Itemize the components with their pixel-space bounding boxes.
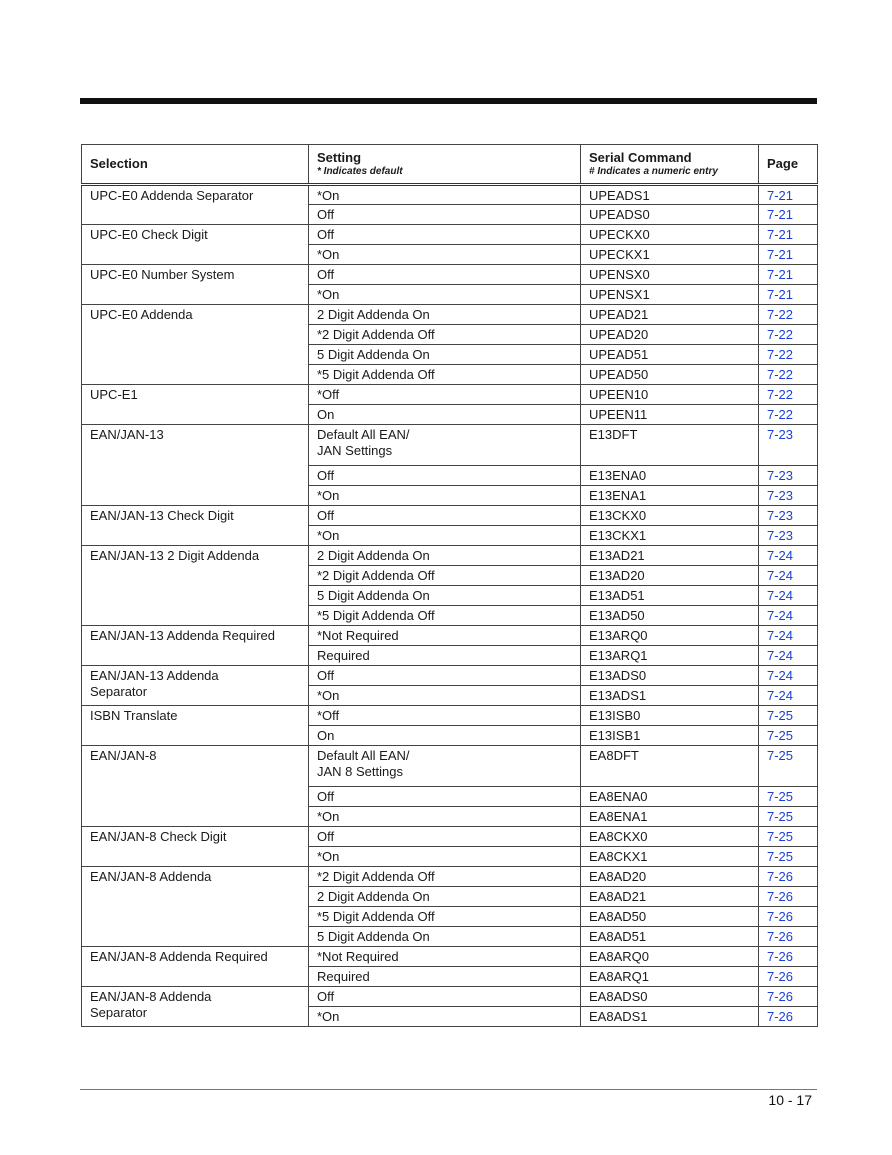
setting-cell: On xyxy=(309,405,581,425)
page-link[interactable]: 7-22 xyxy=(759,325,818,345)
selection-cell: EAN/JAN-8 Addenda xyxy=(82,867,309,947)
serial-command-cell: EA8ENA0 xyxy=(581,787,759,807)
table-row xyxy=(82,626,818,646)
serial-command-cell: EA8ARQ0 xyxy=(581,947,759,967)
selection-cell: EAN/JAN-8 xyxy=(82,746,309,827)
selection-cell: EAN/JAN-13 xyxy=(82,425,309,506)
serial-command-cell: UPEEN10 xyxy=(581,385,759,405)
setting-cell: *On xyxy=(309,847,581,867)
serial-command-cell: E13ADS1 xyxy=(581,686,759,706)
page-link[interactable]: 7-26 xyxy=(759,987,818,1007)
setting-cell: Off xyxy=(309,265,581,285)
table-row xyxy=(82,225,818,245)
setting-cell: Off xyxy=(309,225,581,245)
serial-command-cell: UPEAD51 xyxy=(581,345,759,365)
setting-cell: 2 Digit Addenda On xyxy=(309,546,581,566)
serial-command-cell: E13AD21 xyxy=(581,546,759,566)
selection-cell: UPC-E0 Addenda xyxy=(82,305,309,385)
setting-cell: *On xyxy=(309,526,581,546)
page-link[interactable]: 7-25 xyxy=(759,726,818,746)
page-link[interactable]: 7-23 xyxy=(759,486,818,506)
selection-cell: EAN/JAN-13 2 Digit Addenda xyxy=(82,546,309,626)
setting-cell: *2 Digit Addenda Off xyxy=(309,867,581,887)
page-link[interactable]: 7-24 xyxy=(759,546,818,566)
header-serial-command: Serial Command # Indicates a numeric entry xyxy=(581,145,759,185)
serial-command-cell: EA8AD51 xyxy=(581,927,759,947)
setting-cell: *On xyxy=(309,486,581,506)
table-row xyxy=(82,506,818,526)
setting-cell: Off xyxy=(309,205,581,225)
serial-command-cell: E13ISB1 xyxy=(581,726,759,746)
serial-command-cell: E13ARQ1 xyxy=(581,646,759,666)
page-link[interactable]: 7-26 xyxy=(759,1007,818,1027)
setting-cell: Default All EAN/ JAN 8 Settings xyxy=(309,746,581,787)
setting-cell: 5 Digit Addenda On xyxy=(309,586,581,606)
setting-cell: Off xyxy=(309,827,581,847)
selection-cell: EAN/JAN-13 Check Digit xyxy=(82,506,309,546)
page-number: 10 - 17 xyxy=(768,1092,812,1108)
table-row xyxy=(82,265,818,285)
page-link[interactable]: 7-24 xyxy=(759,666,818,686)
selection-cell: EAN/JAN-13 Addenda Separator xyxy=(82,666,309,706)
table-row xyxy=(82,706,818,726)
table-row xyxy=(82,867,818,887)
serial-command-cell: EA8DFT xyxy=(581,746,759,787)
table-row xyxy=(82,947,818,967)
page-link[interactable]: 7-25 xyxy=(759,847,818,867)
page-link[interactable]: 7-26 xyxy=(759,867,818,887)
page-link[interactable]: 7-25 xyxy=(759,807,818,827)
table-row xyxy=(82,185,818,205)
page-link[interactable]: 7-21 xyxy=(759,265,818,285)
setting-cell: *2 Digit Addenda Off xyxy=(309,325,581,345)
page-link[interactable]: 7-24 xyxy=(759,566,818,586)
setting-cell: *Not Required xyxy=(309,947,581,967)
serial-command-cell: EA8AD50 xyxy=(581,907,759,927)
serial-command-cell: UPENSX1 xyxy=(581,285,759,305)
header-selection: Selection xyxy=(82,145,309,185)
selection-cell: UPC-E1 xyxy=(82,385,309,425)
selection-cell: EAN/JAN-8 Check Digit xyxy=(82,827,309,867)
table-row xyxy=(82,546,818,566)
setting-cell: Required xyxy=(309,646,581,666)
serial-command-cell: EA8AD21 xyxy=(581,887,759,907)
setting-cell: 5 Digit Addenda On xyxy=(309,927,581,947)
serial-command-cell: UPECKX1 xyxy=(581,245,759,265)
setting-cell: Off xyxy=(309,987,581,1007)
serial-command-cell: EA8ARQ1 xyxy=(581,967,759,987)
selection-cell: UPC-E0 Check Digit xyxy=(82,225,309,265)
table-row xyxy=(82,827,818,847)
serial-command-cell: UPEADS0 xyxy=(581,205,759,225)
serial-command-cell: UPEAD21 xyxy=(581,305,759,325)
table-row xyxy=(82,425,818,466)
page-link[interactable]: 7-21 xyxy=(759,245,818,265)
table-row xyxy=(82,305,818,325)
serial-command-cell: EA8ADS0 xyxy=(581,987,759,1007)
page-link[interactable]: 7-24 xyxy=(759,686,818,706)
header-setting: Setting * Indicates default xyxy=(309,145,581,185)
setting-cell: 2 Digit Addenda On xyxy=(309,305,581,325)
serial-command-cell: E13AD50 xyxy=(581,606,759,626)
page-link[interactable]: 7-26 xyxy=(759,927,818,947)
selection-cell: EAN/JAN-8 Addenda Required xyxy=(82,947,309,987)
page-link[interactable]: 7-22 xyxy=(759,405,818,425)
setting-cell: Off xyxy=(309,787,581,807)
setting-cell: *On xyxy=(309,1007,581,1027)
page-link[interactable]: 7-24 xyxy=(759,586,818,606)
page-link[interactable]: 7-23 xyxy=(759,526,818,546)
page-link[interactable]: 7-26 xyxy=(759,907,818,927)
selection-cell: UPC-E0 Number System xyxy=(82,265,309,305)
serial-command-cell: E13ARQ0 xyxy=(581,626,759,646)
setting-cell: *2 Digit Addenda Off xyxy=(309,566,581,586)
setting-cell: On xyxy=(309,726,581,746)
serial-command-cell: UPEAD20 xyxy=(581,325,759,345)
serial-command-cell: E13ENA0 xyxy=(581,466,759,486)
setting-cell: *Not Required xyxy=(309,626,581,646)
setting-cell: 2 Digit Addenda On xyxy=(309,887,581,907)
selection-cell: EAN/JAN-13 Addenda Required xyxy=(82,626,309,666)
setting-cell: *5 Digit Addenda Off xyxy=(309,365,581,385)
serial-command-cell: E13DFT xyxy=(581,425,759,466)
setting-cell: *5 Digit Addenda Off xyxy=(309,606,581,626)
page-link[interactable]: 7-23 xyxy=(759,506,818,526)
table-row xyxy=(82,746,818,787)
page-link[interactable]: 7-21 xyxy=(759,285,818,305)
page-link[interactable]: 7-22 xyxy=(759,345,818,365)
page-link[interactable]: 7-26 xyxy=(759,967,818,987)
serial-command-cell: UPEEN11 xyxy=(581,405,759,425)
page-link[interactable]: 7-26 xyxy=(759,947,818,967)
setting-cell: Required xyxy=(309,967,581,987)
table-header-row xyxy=(82,145,818,185)
setting-cell: Off xyxy=(309,666,581,686)
page-link[interactable]: 7-25 xyxy=(759,746,818,787)
setting-cell: *On xyxy=(309,245,581,265)
serial-command-cell: E13ENA1 xyxy=(581,486,759,506)
serial-command-table xyxy=(81,144,818,1027)
serial-command-cell: E13ISB0 xyxy=(581,706,759,726)
setting-cell: *On xyxy=(309,185,581,205)
page-link[interactable]: 7-23 xyxy=(759,466,818,486)
setting-cell: *On xyxy=(309,686,581,706)
setting-cell: *Off xyxy=(309,706,581,726)
serial-command-cell: E13CKX0 xyxy=(581,506,759,526)
table-body xyxy=(82,185,818,1027)
page-link[interactable]: 7-24 xyxy=(759,626,818,646)
page-link[interactable]: 7-22 xyxy=(759,365,818,385)
setting-cell: Off xyxy=(309,506,581,526)
page-link[interactable]: 7-25 xyxy=(759,827,818,847)
page-link[interactable]: 7-26 xyxy=(759,887,818,907)
setting-cell: *On xyxy=(309,285,581,305)
serial-command-cell: UPENSX0 xyxy=(581,265,759,285)
bottom-rule xyxy=(80,1089,817,1090)
setting-cell: *On xyxy=(309,807,581,827)
serial-command-cell: E13ADS0 xyxy=(581,666,759,686)
page-link[interactable]: 7-24 xyxy=(759,646,818,666)
page-link[interactable]: 7-24 xyxy=(759,606,818,626)
page-link[interactable]: 7-22 xyxy=(759,305,818,325)
setting-cell: 5 Digit Addenda On xyxy=(309,345,581,365)
page-link[interactable]: 7-21 xyxy=(759,185,818,205)
serial-command-cell: UPECKX0 xyxy=(581,225,759,245)
serial-command-cell: UPEAD50 xyxy=(581,365,759,385)
page-link[interactable]: 7-25 xyxy=(759,787,818,807)
table-row xyxy=(82,385,818,405)
setting-cell: *Off xyxy=(309,385,581,405)
selection-cell: ISBN Translate xyxy=(82,706,309,746)
serial-command-cell: EA8ENA1 xyxy=(581,807,759,827)
page-link[interactable]: 7-25 xyxy=(759,706,818,726)
serial-command-cell: UPEADS1 xyxy=(581,185,759,205)
page-link[interactable]: 7-23 xyxy=(759,425,818,466)
serial-command-cell: E13AD51 xyxy=(581,586,759,606)
serial-command-cell: E13CKX1 xyxy=(581,526,759,546)
header-page: Page xyxy=(759,145,818,185)
serial-command-cell: EA8AD20 xyxy=(581,867,759,887)
setting-cell: *5 Digit Addenda Off xyxy=(309,907,581,927)
table-row xyxy=(82,666,818,686)
serial-command-cell: E13AD20 xyxy=(581,566,759,586)
setting-cell: Default All EAN/ JAN Settings xyxy=(309,425,581,466)
table-row xyxy=(82,987,818,1007)
page-link[interactable]: 7-21 xyxy=(759,205,818,225)
page-link[interactable]: 7-22 xyxy=(759,385,818,405)
setting-cell: Off xyxy=(309,466,581,486)
serial-command-cell: EA8ADS1 xyxy=(581,1007,759,1027)
selection-cell: UPC-E0 Addenda Separator xyxy=(82,185,309,225)
top-rule xyxy=(80,98,817,104)
page-link[interactable]: 7-21 xyxy=(759,225,818,245)
selection-cell: EAN/JAN-8 Addenda Separator xyxy=(82,987,309,1027)
serial-command-cell: EA8CKX0 xyxy=(581,827,759,847)
serial-command-cell: EA8CKX1 xyxy=(581,847,759,867)
